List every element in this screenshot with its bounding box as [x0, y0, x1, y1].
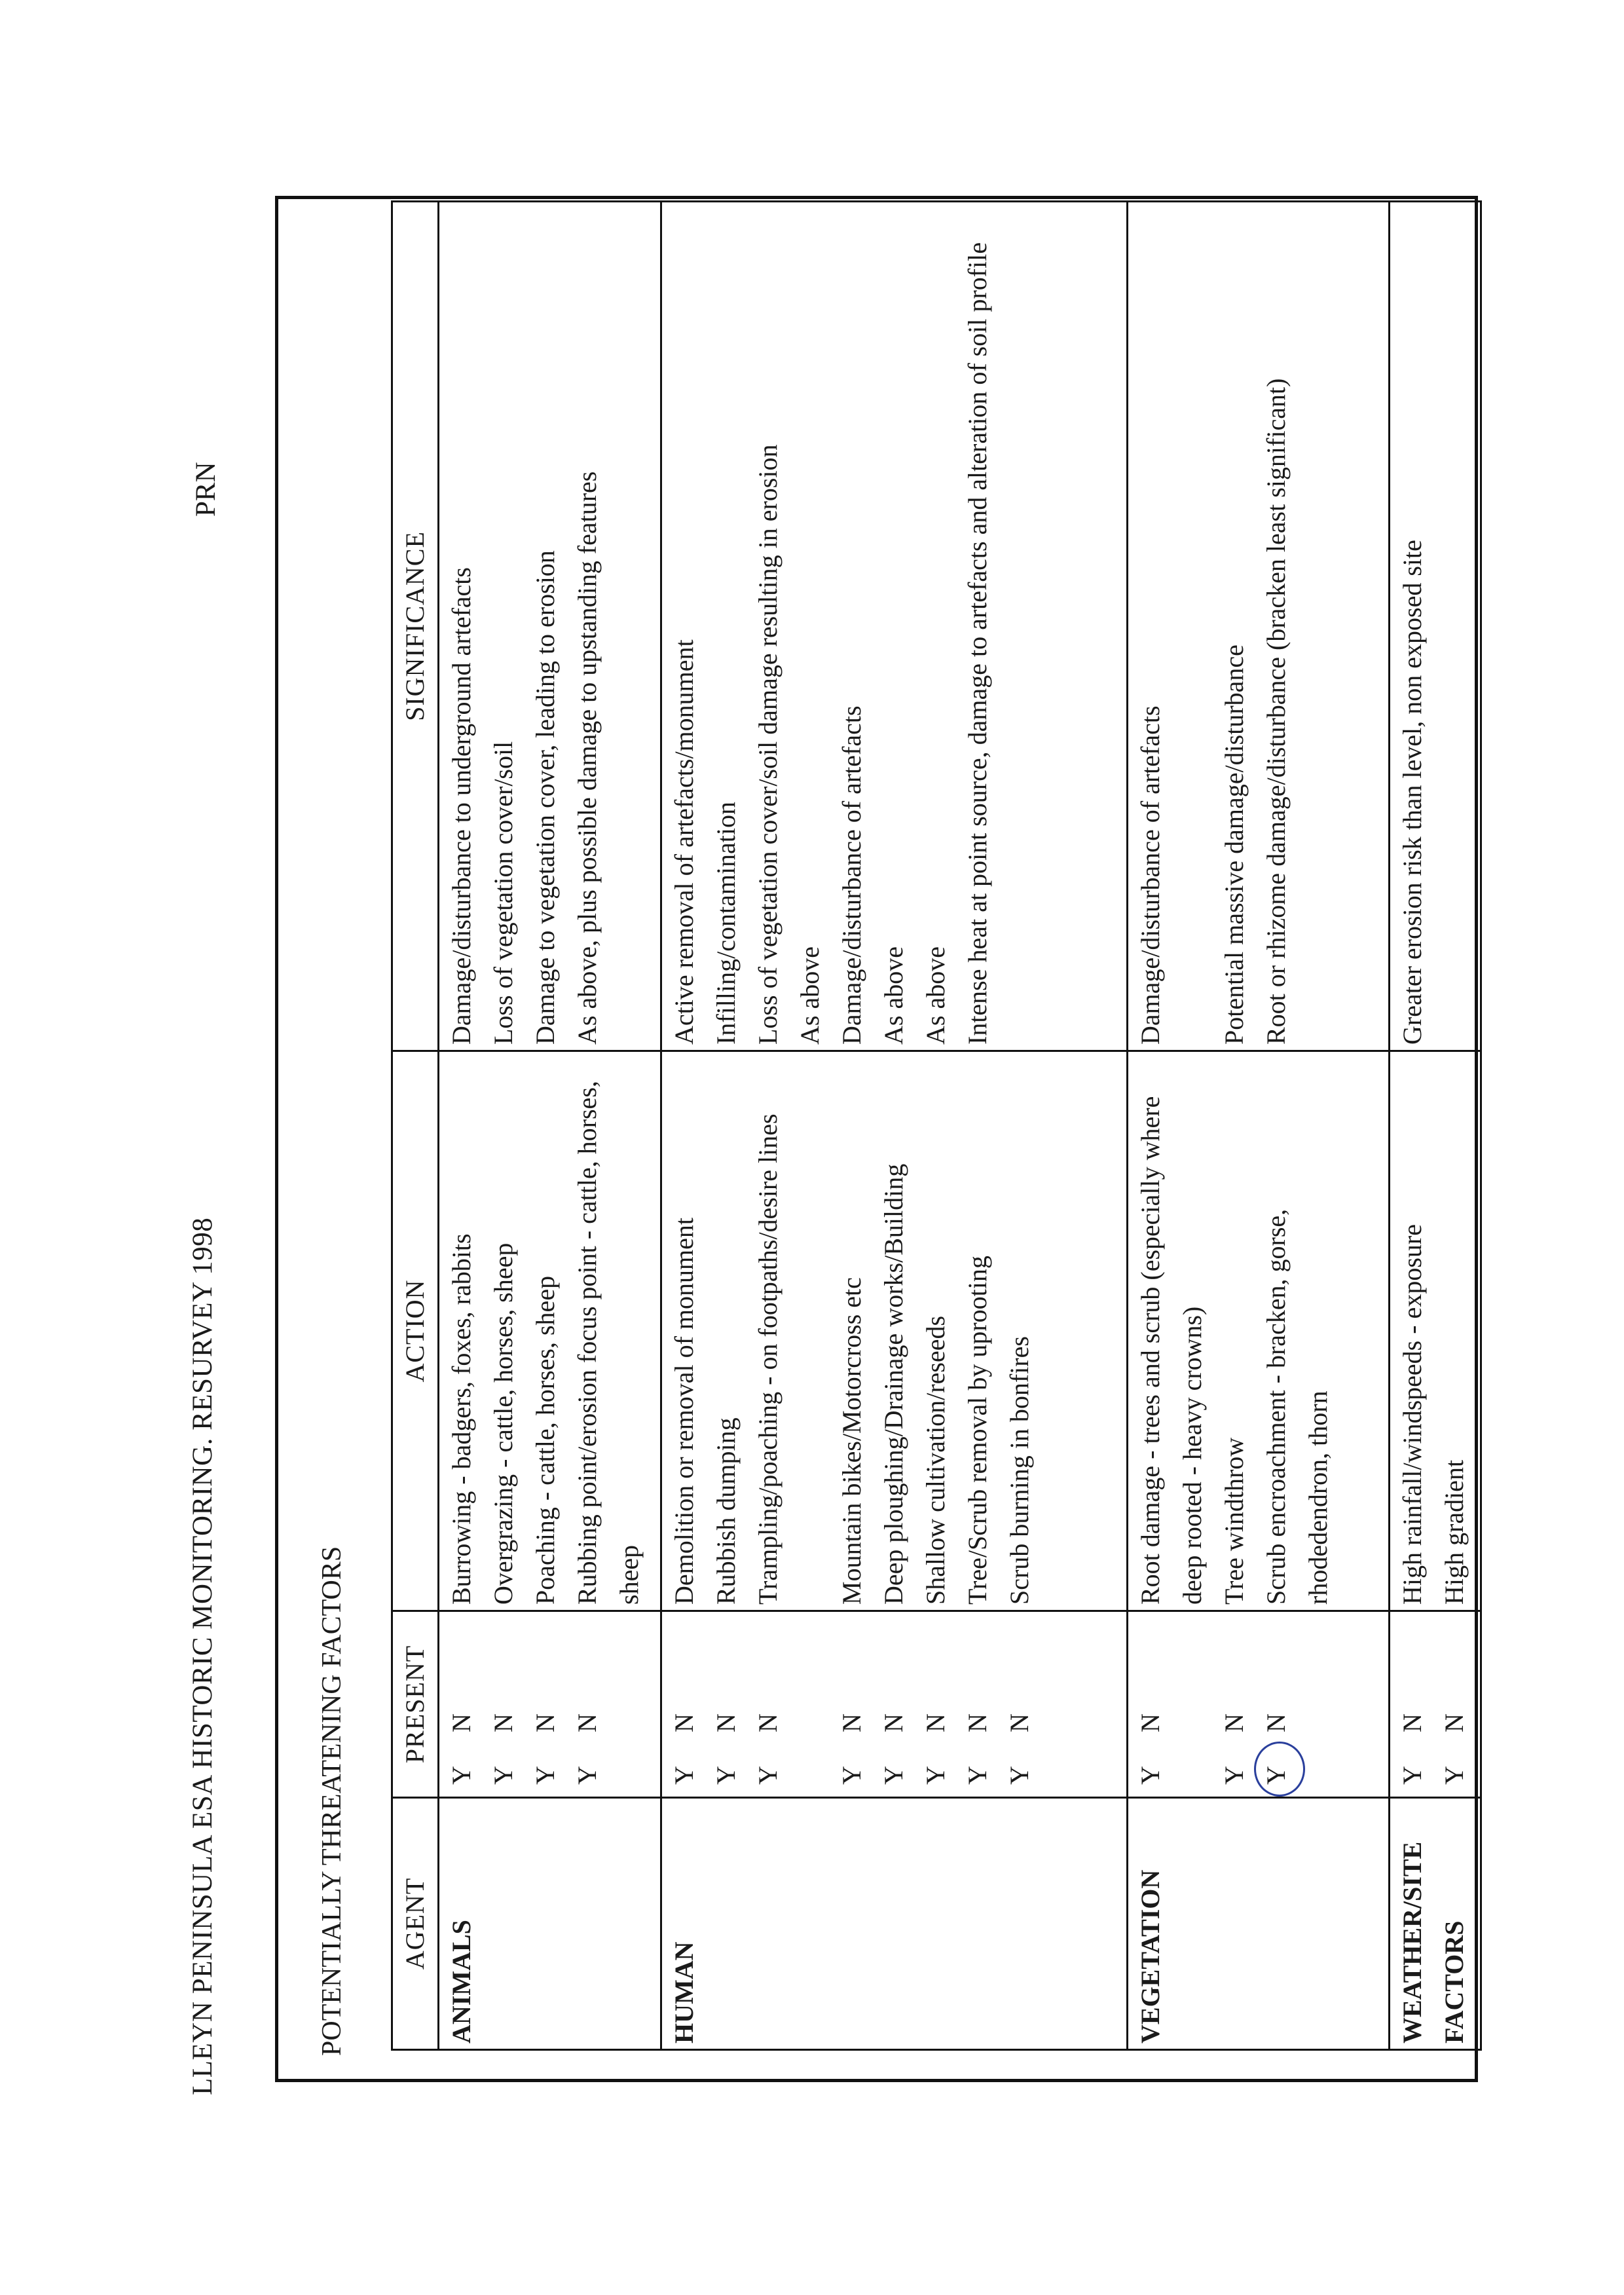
list-item: High gradient	[1439, 1459, 1469, 1605]
list-item: Damage/disturbance to underground artefacts	[447, 567, 476, 1045]
list-item: As above	[879, 946, 908, 1045]
agent-weather: WEATHER/SITE FACTORS	[1390, 1798, 1481, 2050]
action-animals	[439, 1051, 661, 1611]
list-item: As above	[921, 946, 950, 1045]
header-present: PRESENT	[392, 1611, 439, 1798]
threat-factors-table	[391, 200, 1482, 2051]
table-title: POTENTIALLY THREATENING FACTORS	[317, 1546, 347, 2056]
group-human	[661, 202, 1128, 2050]
agent-human: HUMAN	[661, 1798, 1128, 2050]
list-item: As above	[795, 946, 824, 1045]
agent-vegetation: VEGETATION	[1128, 1798, 1390, 2050]
list-item: As above, plus possible damage to upstanding features	[572, 471, 602, 1045]
list-item: Mountain bikes/Motorcross etc	[837, 1277, 866, 1605]
circled-y-mark: Y	[1255, 1745, 1297, 1785]
list-item: Overgrazing - cattle, horses, sheep	[489, 1242, 518, 1605]
prn-label: PRN	[191, 462, 221, 517]
table-header-row	[392, 202, 439, 2050]
action-human	[661, 1051, 1128, 1611]
list-item: Tree/Scrub removal by uprooting	[963, 1256, 992, 1605]
list-item: Root or rhizome damage/disturbance (bracken least significant)	[1261, 378, 1291, 1045]
agent-animals: ANIMALS	[439, 1798, 661, 2050]
present-vegetation: Y N Y N Y N	[1128, 1611, 1390, 1798]
list-item: Damage/disturbance of artefacts	[837, 705, 866, 1045]
significance-animals	[439, 202, 661, 1051]
header-agent: AGENT	[392, 1798, 439, 2050]
document-title: LLEYN PENINSULA ESA HISTORIC MONITORING. RESURVEY 1998	[187, 1217, 218, 2095]
present-weather: Y N Y N	[1390, 1611, 1481, 1798]
header-significance: SIGNIFICANCE	[392, 202, 439, 1051]
list-item: Loss of vegetation cover/soil	[489, 741, 518, 1045]
present-human: Y N Y N Y N Y N Y N Y N Y N Y N	[661, 1611, 1128, 1798]
list-item: Root damage - trees and scrub (especially where deep rooted - heavy crowns)	[1135, 1096, 1207, 1605]
group-animals	[439, 202, 661, 2050]
list-item: Trampling/poaching - on footpaths/desire lines	[753, 1113, 783, 1605]
group-vegetation	[1128, 202, 1390, 2050]
list-item: Scrub burning in bonfires	[1005, 1336, 1034, 1605]
list-item: Demolition or removal of monument	[669, 1218, 699, 1605]
list-item: Damage/disturbance of artefacts	[1135, 705, 1165, 1045]
significance-human	[661, 202, 1128, 1051]
list-item: Deep ploughing/Drainage works/Building	[879, 1163, 908, 1605]
present-animals: Y N Y N Y N Y N	[439, 1611, 661, 1798]
action-weather	[1390, 1051, 1481, 1611]
significance-vegetation	[1128, 202, 1390, 1051]
list-item: High rainfall/windspeeds - exposure	[1397, 1224, 1427, 1605]
list-item: Loss of vegetation cover/soil damage resulting in erosion	[753, 444, 783, 1045]
list-item: Scrub encroachment - bracken, gorse, rhodedendron, thorn	[1261, 1208, 1333, 1605]
list-item: Poaching - cattle, horses, sheep	[530, 1275, 560, 1605]
significance-weather	[1390, 202, 1481, 1051]
list-item: Rubbish dumping	[711, 1417, 741, 1605]
list-item: Rubbing point/erosion focus point - cattle, horses, sheep	[572, 1081, 644, 1605]
list-item: Shallow cultivation/reseeds	[921, 1315, 950, 1605]
group-weather	[1390, 202, 1481, 2050]
list-item: Damage to vegetation cover, leading to erosion	[530, 550, 560, 1045]
list-item: Active removal of artefacts/monument	[669, 639, 699, 1045]
list-item: Tree windthrow	[1219, 1437, 1249, 1605]
header-action: ACTION	[392, 1051, 439, 1611]
list-item: Greater erosion risk than level, non exposed site	[1397, 540, 1427, 1045]
list-item: Burrowing - badgers, foxes, rabbits	[447, 1233, 476, 1605]
list-item: Intense heat at point source, damage to artefacts and alteration of soil profile	[963, 242, 992, 1045]
action-vegetation	[1128, 1051, 1390, 1611]
list-item: Infilling/contamination	[711, 801, 741, 1045]
list-item: Potential massive damage/disturbance	[1219, 644, 1249, 1045]
